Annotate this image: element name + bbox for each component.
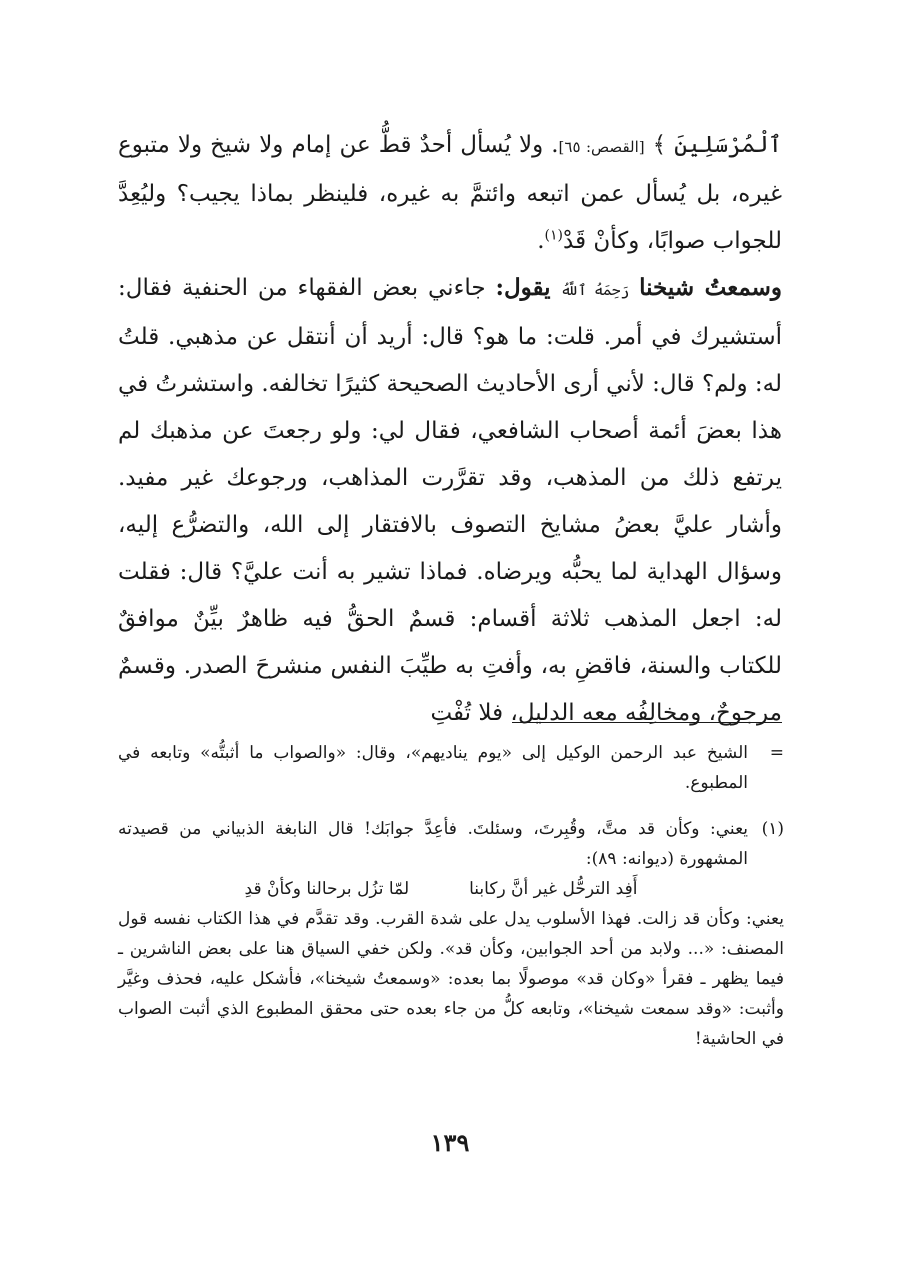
paragraph-1-end: . [537, 228, 545, 254]
verse-first-hemistich: أَفِد الترحُّل غير أنَّ ركابنا [469, 879, 638, 899]
paragraph-1-text: . ولا يُسأل أحدٌ قطُّ عن إمام ولا شيخ ولا متبوع غيره، بل يُسأل عمن اتبعه وائتمَّ به غيره، فلينظر بماذا يجيب؟ وليُعِدَّ للجواب صوابًا، وكأنْ قَدْ [118, 132, 782, 254]
footnote-1-mark: (١) [761, 819, 784, 839]
page-number: ١٣٩ [430, 1128, 470, 1157]
footnote-continuation-text: الشيخ عبد الرحمن الوكيل إلى «يوم يناديهم»، وقال: «والصواب ما أثبتُّه» وتابعه في المطبوع. [118, 743, 748, 793]
paragraph-1 [118, 122, 782, 265]
quran-word: ٱلْمُرْسَلِينَ ﴾ [652, 132, 782, 158]
paragraph-2-text: جاءني بعض الفقهاء من الحنفية فقال: أستشيرك في أمر. قلت: ما هو؟ قال: أريد أن أنتقل عن مذهبي. قلتُ له: ولم؟ قال: لأني أرى الأحاديث الصحيحة كثيرًا تخالفه. واستشرتُ في هذا بعضَ أئمة أصحاب الشافعي، فقال لي: ولو رجعتَ عن مذهبك لم يرتفع ذلك من المذهب، وقد تقرَّرت المذاهب، ورجوعك غير مفيد. وأشار عليَّ بعضُ مشايخ التصوف بالافتقار إلى الله، والتضرُّع إليه، وسؤال الهداية لما يحبُّه ويرضاه. فماذا تشير به أنت عليَّ؟ قال: فقلت له: اجعل المذهب ثلاثة أقسام: قسمٌ الحقُّ فيه ظاهرٌ بيِّنٌ موافقٌ للكتاب والسنة، فاقضِ به، وأفتِ به طيِّبَ النفس منشرحَ الصدر. وقسمٌ مرجوحٌ، ومخالِفُه معه الدليل، فلا تُفْتِ [118, 275, 782, 726]
footnote-1-text: يعني: وكأن قد متَّ، وقُبِرتَ، وسئلتَ. فأعِدَّ جوابَك! قال النابغة الذبياني من قصيدته المشهورة (ديوانه: ٨٩): [118, 819, 748, 869]
verse-second-hemistich: لمّا تزُل برحالنا وكأنْ قدِ [244, 879, 410, 899]
honorific-glyph: رَحِمَهُ ٱللَّهُ [560, 281, 630, 299]
poetry-verse [118, 874, 784, 904]
footnote-continuation [118, 738, 784, 798]
footnote-continuation-mark: = [769, 743, 784, 763]
paragraph-2 [118, 264, 782, 737]
footnote-1 [118, 814, 784, 1054]
footnote-1-text-2: يعني: وكأن قد زالت. فهذا الأسلوب يدل على شدة القرب. وقد تقدَّم في هذا الكتاب نفسه قول المصنف: «... ولابد من أحد الجوابين، وكأن قد». ولكن خفي السياق هنا على بعض الناشرين ـ فيما يظهر ـ فقرأ «وكان قد» موصولًا بما بعده: «وسمعتُ شيخنا»، فأشكل عليه، فحذف وغيَّر وأثبت: «وقد سمعت شيخنا»، وتابعه كلُّ من جاء بعده حتى محقق المطبوع الذي أثبت الصواب في الحاشية! [118, 909, 784, 1049]
paragraph-2-lead-2: يقول: [495, 274, 551, 301]
paragraph-2-lead: وسمعتُ شيخنا [639, 274, 782, 301]
footnote-ref-1[interactable]: (١) [544, 227, 564, 244]
quran-citation: [القصص: ٦٥] [558, 138, 645, 156]
footnote-divider [512, 722, 782, 723]
